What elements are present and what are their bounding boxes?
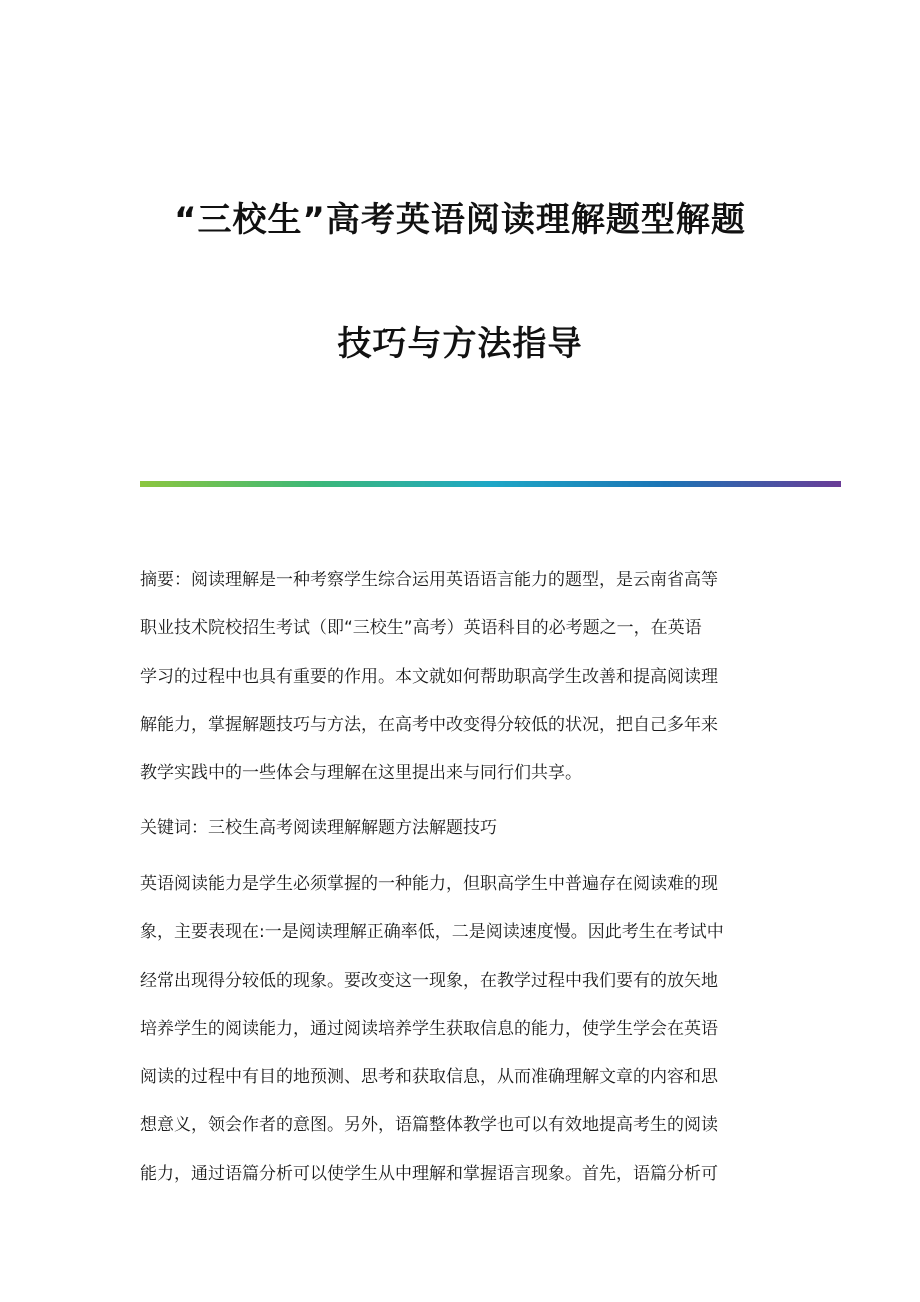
- abstract-line: 职业技术院校招生考试（即“三校生”高考）英语科目的必考题之一，在英语: [140, 618, 702, 639]
- paragraph-line: 能力，通过语篇分析可以使学生从中理解和掌握语言现象。首先，语篇分析可: [140, 1163, 718, 1184]
- abstract: [140, 556, 780, 797]
- paragraph-line: 培养学生的阅读能力，通过阅读培养学生获取信息的能力，使学生学会在英语: [140, 1018, 718, 1039]
- paragraph-line: 象，主要表现在:一是阅读理解正确率低，二是阅读速度慢。因此考生在考试中: [140, 922, 724, 943]
- paragraph-line: 英语阅读能力是学生必须掌握的一种能力，但职高学生中普遍存在阅读难的现: [140, 874, 718, 894]
- paragraph-line: 阅读的过程中有目的地预测、思考和获取信息，从而准确理解文章的内容和思: [140, 1067, 718, 1088]
- abstract-line: 摘要：阅读理解是一种考察学生综合运用英语语言能力的题型，是云南省高等: [140, 570, 718, 590]
- title-line-2: 技巧与方法指导: [337, 324, 583, 364]
- body-paragraph: [140, 860, 780, 1198]
- abstract-line: 学习的过程中也具有重要的作用。本文就如何帮助职高学生改善和提高阅读理: [140, 666, 718, 687]
- paragraph-line: 想意义，领会作者的意图。另外，语篇整体教学也可以有效地提高考生的阅读: [140, 1115, 718, 1136]
- abstract-line: 解能力，掌握解题技巧与方法，在高考中改变得分较低的状况，把自己多年来: [140, 714, 718, 735]
- gradient-divider: [140, 481, 841, 487]
- title-line-1: “三校生”高考英语阅读理解题型解题: [174, 200, 746, 240]
- keywords-line: 关键词：三校生高考阅读理解解题方法解题技巧: [140, 818, 497, 838]
- abstract-line: 教学实践中的一些体会与理解在这里提出来与同行们共享。: [140, 763, 582, 784]
- keywords: [140, 804, 780, 852]
- paragraph-line: 经常出现得分较低的现象。要改变这一现象，在教学过程中我们要有的放矢地: [140, 970, 718, 991]
